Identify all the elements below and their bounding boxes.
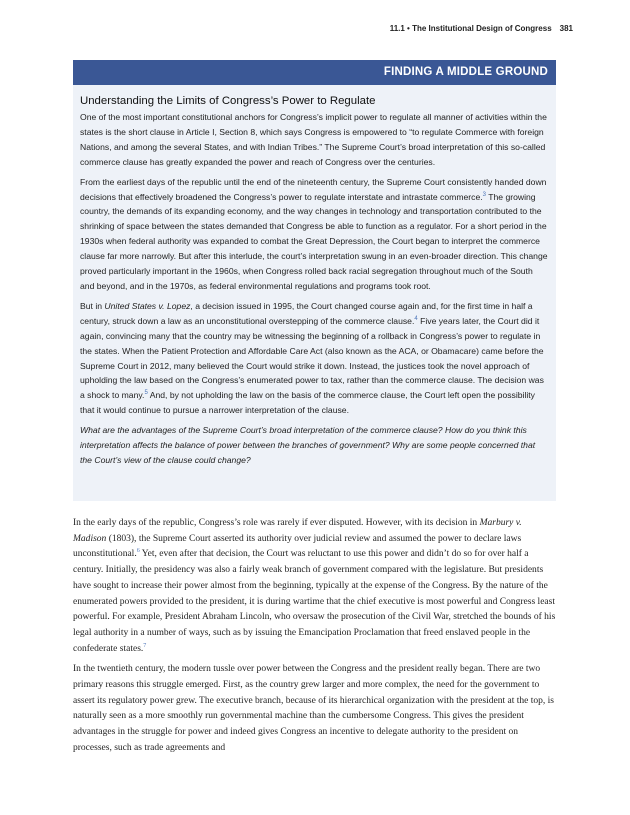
paragraph-text: Yet, even after that decision, the Court was reluctant to use this power and didn’t do so for over half a century. Initially, the presidency was also a fairly weak branch of government compared with the legislature. But presidents have sought to increase their power almost from the beginning, typically at the expense of the Congress. By the nature of the enumerated powers provided to the president, it is during wartime that the chief executive is most powerful and Congress least powerful. For example, President Abraham Lincoln, who oversaw the prosecution of the Civil War, stretched the bounds of his legal authority in a number of ways, such as by issuing the Emancipation Proclamation that freed enslaved people in the confederate states. xyxy=(73,549,556,654)
main-text xyxy=(73,516,557,762)
feature-paragraph-2 xyxy=(80,175,549,294)
paragraph-text: The growing country, the demands of its expanding economy, and the way changes in technology and transportation contributed to the shrinking of space between the states demanded that Congress be able to function as a regulator. For a short period in the 1930s when federal authority was expanded to combat the Great Depression, the Court began to interpret the commerce clause far more narrowly. But after this interlude, the court’s interpretation swung in an even-broader direction. This change proved particularly important in the 1960s, when Congress rolled back racial segregation throughout much of the South and beyond, and in the 1970s, as federal environmental regulations and programs took root. xyxy=(80,191,548,291)
footnote-link[interactable]: 7 xyxy=(143,642,147,649)
feature-body xyxy=(73,85,556,468)
body-paragraph-2: In the twentieth century, the modern tussle over power between the Congress and the president really began. There are two primary reasons this struggle emerged. First, as the country grew larger and more complex, the need for the government to assert its regulatory power grew. The executive branch, because of its hierarchical organization with the president at the top, is naturally seen as a more smoothly run governmental machine than the cumbersome Congress. This gives the president advantages in the struggle for power and indeed gives Congress an incentive to delegate authority to the president on processes, such as trade agreements and xyxy=(73,664,554,753)
paragraph-text: Five years later, the Court did it again, convincing many that the country may be witnessing the beginning of a rollback in Congress’s power to regulate in the states. When the Patient Protection and Affordable Care Act (also known as the ACA, or Obamacare) came before the Supreme Court in 2012, many believed the Court would strike it down. Instead, the justices took the novel approach of upholding the law based on the Congress’s enumerated power to tax, rather than the commerce clause. The decision was a shock to many. xyxy=(80,315,544,401)
page-number: 381 xyxy=(559,24,573,33)
feature-box xyxy=(73,60,556,501)
paragraph-text: In the early days of the republic, Congress’s role was rarely if ever disputed. However, with its decision in xyxy=(73,518,480,528)
footnote-link[interactable]: 3 xyxy=(482,191,486,198)
paragraph-text: (1803), the Supreme Court asserted its authority over judicial review and assumed the power to declare laws unconstitutional. xyxy=(73,533,522,560)
feature-paragraph-3 xyxy=(80,299,549,418)
paragraph-text: And, by not upholding the law on the basis of the commerce clause, the Court left open the possibility that it would continue to pursue a narrower interpretation of the clause. xyxy=(80,390,535,416)
case-name: United States v. Lopez xyxy=(104,300,191,311)
case-name: Marbury v. Madison xyxy=(73,518,522,544)
paragraph-text: But in xyxy=(80,300,105,311)
body-paragraph-1 xyxy=(73,516,557,657)
feature-title: Understanding the Limits of Congress’s Power to Regulate xyxy=(80,95,376,107)
section-title: 11.1 • The Institutional Design of Congress xyxy=(389,24,552,33)
paragraph-text: , a decision issued in 1995, the Court changed course again and, for the first time in half a century, struck down a law as an unconstitutional overstepping of the commerce clause. xyxy=(80,300,533,326)
footnote-link[interactable]: 4 xyxy=(414,315,418,322)
footnote-link[interactable]: 5 xyxy=(144,390,148,397)
feature-banner: FINDING A MIDDLE GROUND xyxy=(73,60,556,85)
running-header xyxy=(390,24,573,33)
footnote-link[interactable]: 6 xyxy=(136,548,140,555)
feature-question: What are the advantages of the Supreme Court’s broad interpretation of the commerce clause? How do you think this interpretation affects the balance of power between the branches of government? Why are some people concerned that the Court’s view of the clause could change? xyxy=(80,425,536,465)
feature-paragraph-1: One of the most important constitutional anchors for Congress’s implicit power to regulate all manner of activities within the states is the short clause in Article I, Section 8, which says Congress is empowered to “to regulate Commerce with foreign Nations, and among the several States, and with Indian Tribes.” The Supreme Court’s broad interpretation of this so-called commerce clause has greatly expanded the power and reach of Congress over the centuries. xyxy=(80,112,547,167)
paragraph-text: From the earliest days of the republic until the end of the nineteenth century, the Supreme Court consistently handed down decisions that effectively broadened the Congress’s power to regulate interstate and intrastate commerce. xyxy=(80,176,547,202)
